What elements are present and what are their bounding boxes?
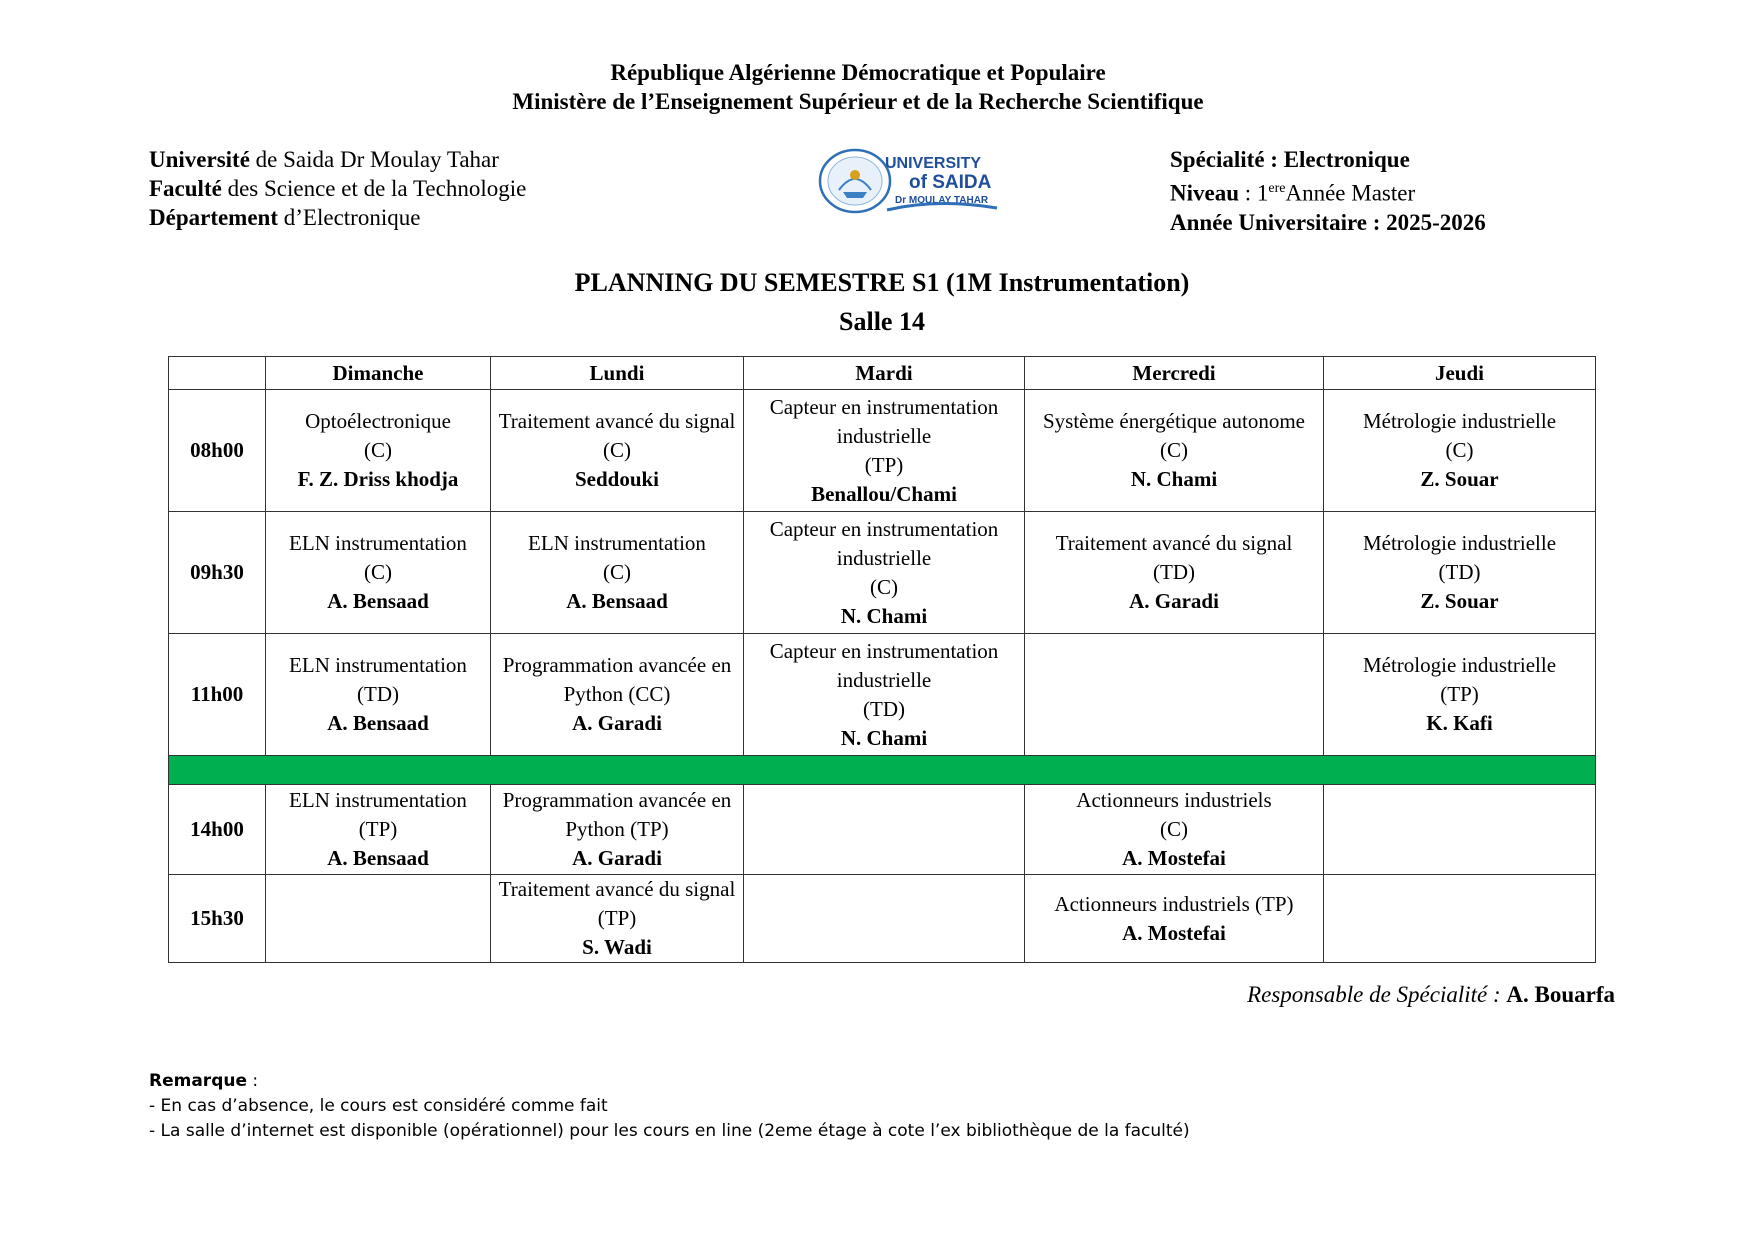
course-type: (C) — [1445, 438, 1474, 462]
course-type: (TP) — [358, 817, 398, 841]
professor-name: A. Mostefai — [1122, 846, 1226, 870]
professor-name: N. Chami — [840, 603, 928, 628]
level-sup: ere — [1268, 181, 1286, 196]
course-cell — [266, 875, 491, 963]
course-cell — [491, 512, 744, 634]
logo-line1: UNIVERSITY — [885, 155, 982, 172]
professor-name: S. Wadi — [582, 935, 652, 959]
professor-name: A. Bensaad — [566, 589, 668, 613]
faculty-value: des Science et de la Technologie — [221, 176, 527, 201]
schedule-header-row — [169, 357, 1596, 390]
course-cell — [1324, 512, 1596, 634]
remarks-title: Remarque — [149, 1071, 247, 1091]
speciality-value: : Electronique — [1264, 147, 1410, 172]
department-line — [149, 203, 526, 232]
course-name: Métrologie industrielle — [1362, 409, 1557, 433]
level-label: Niveau — [1170, 180, 1239, 206]
logo-line2: of SAIDA — [909, 172, 992, 193]
course-type: (TD) — [357, 682, 399, 706]
room-title: Salle 14 — [839, 307, 925, 336]
course-name: Système énergétique autonome (C) — [1042, 409, 1306, 462]
day-header: Dimanche — [266, 357, 491, 390]
course-cell — [1025, 875, 1324, 963]
professor-name: F. Z. Driss khodja — [297, 467, 459, 491]
speciality-line — [1170, 145, 1486, 174]
year-line — [1170, 208, 1486, 237]
professor-name: Benallou/Chami — [811, 481, 957, 506]
time-cell: 14h00 — [169, 785, 266, 875]
professor-name: N. Chami — [840, 725, 928, 750]
level-value-post: Année Master — [1285, 180, 1416, 206]
remarks-title-suffix: : — [247, 1071, 259, 1091]
logo-line3: Dr MOULAY TAHAR — [895, 195, 989, 206]
course-name: Optoélectronique — [305, 409, 451, 433]
professor-name: K. Kafi — [1426, 711, 1493, 735]
course-name: Capteur en instrumentation industrielle — [769, 516, 999, 570]
course-name: Traitement avancé du signal — [1055, 531, 1293, 555]
lunch-break-row — [169, 756, 1596, 785]
course-cell — [1025, 512, 1324, 634]
course-name: ELN instrumentation — [289, 788, 467, 812]
level-line — [1170, 174, 1486, 208]
course-type: (C) — [1160, 817, 1188, 841]
course-cell — [266, 785, 491, 875]
university-value: de Saida Dr Moulay Tahar — [249, 147, 499, 172]
day-header: Jeudi — [1324, 357, 1596, 390]
course-type: (TP) — [1440, 682, 1479, 706]
course-cell — [744, 512, 1025, 634]
course-type: (TD) — [1153, 560, 1195, 584]
professor-name: A. Garadi — [572, 846, 662, 870]
course-cell — [1324, 785, 1596, 875]
professor-name: Seddouki — [574, 467, 660, 491]
professor-name: A. Bensaad — [327, 846, 429, 870]
university-logo — [817, 148, 1007, 218]
university-label: Université — [149, 147, 250, 172]
course-type: (C) — [364, 438, 392, 462]
course-type: (TD) — [1438, 560, 1481, 584]
course-type: (TP) — [864, 452, 904, 477]
course-name: Programmation avancée en Python (CC) — [502, 653, 732, 706]
course-type: (C) — [364, 560, 392, 584]
course-name: Actionneurs industriels (TP) — [1054, 891, 1294, 916]
course-type: (TD) — [863, 696, 905, 721]
course-type: (C) — [603, 560, 631, 584]
university-line — [149, 145, 526, 174]
professor-name: A. Bensaad — [327, 711, 429, 735]
course-name: Métrologie industrielle — [1362, 531, 1557, 555]
day-header: Lundi — [491, 357, 744, 390]
responsible-label: Responsable de Spécialité : — [1247, 982, 1507, 1007]
course-name: Métrologie industrielle — [1362, 653, 1557, 677]
remarks-section — [149, 1069, 1190, 1144]
course-type: (C) — [603, 438, 631, 462]
ministry-header: Ministère de l’Enseignement Supérieur et de la Recherche Scientifique — [512, 89, 1204, 114]
faculty-label: Faculté — [149, 176, 222, 201]
course-cell — [744, 634, 1025, 756]
time-cell: 15h30 — [169, 875, 266, 963]
responsible-name: A. Bouarfa — [1506, 982, 1615, 1007]
professor-name: Z. Souar — [1420, 589, 1499, 613]
course-name: Programmation avancée en Python (TP) — [502, 788, 732, 841]
level-value-pre: : 1 — [1239, 180, 1269, 206]
course-cell — [266, 390, 491, 512]
course-cell — [744, 390, 1025, 512]
course-name: Traitement avancé du signal — [498, 409, 736, 433]
department-value: d’Electronique — [278, 205, 421, 230]
course-cell — [266, 634, 491, 756]
time-cell: 08h00 — [169, 390, 266, 512]
course-type: (C) — [870, 574, 898, 599]
institution-info — [149, 145, 526, 232]
course-cell — [491, 785, 744, 875]
professor-name: A. Mostefai — [1122, 920, 1226, 945]
course-name: Capteur en instrumentation industrielle — [769, 394, 999, 448]
course-cell — [1025, 785, 1324, 875]
course-name: ELN instrumentation — [528, 531, 706, 555]
day-header: Mercredi — [1025, 357, 1324, 390]
course-cell — [1025, 634, 1324, 756]
course-cell — [1324, 875, 1596, 963]
time-slot-row — [169, 512, 1596, 634]
time-cell: 11h00 — [169, 634, 266, 756]
time-slot-row — [169, 634, 1596, 756]
course-cell — [491, 634, 744, 756]
year-label: Année Universitaire : 2025-2026 — [1170, 209, 1486, 235]
professor-name: A. Garadi — [1129, 589, 1219, 613]
department-label: Département — [149, 205, 279, 230]
course-cell — [1324, 634, 1596, 756]
professor-name: A. Garadi — [572, 711, 662, 735]
professor-name: A. Bensaad — [327, 589, 429, 613]
time-slot-row — [169, 390, 1596, 512]
schedule-table — [168, 356, 1596, 963]
course-cell — [491, 390, 744, 512]
course-name: Actionneurs industriels — [1076, 788, 1272, 812]
faculty-line — [149, 174, 526, 203]
course-name: ELN instrumentation — [289, 653, 467, 677]
remark-item: - La salle d’internet est disponible (opérationnel) pour les cours en line (2eme étage à cote l’ex bibliothèque de la faculté) — [149, 1121, 1190, 1141]
time-cell: 09h30 — [169, 512, 266, 634]
speciality-info — [1170, 145, 1486, 237]
speciality-label: Spécialité — [1170, 147, 1265, 172]
corner-cell — [169, 357, 266, 390]
speciality-responsible — [1247, 982, 1615, 1008]
lunch-break-bar — [169, 756, 1596, 785]
professor-name: Z. Souar — [1420, 467, 1499, 491]
time-slot-row — [169, 875, 1596, 963]
course-cell — [744, 785, 1025, 875]
professor-name: N. Chami — [1130, 467, 1218, 491]
remarks-heading — [149, 1069, 1190, 1094]
remark-item: - En cas d’absence, le cours est considéré comme fait — [149, 1096, 608, 1116]
course-name: Capteur en instrumentation industrielle — [769, 638, 999, 692]
page-title: PLANNING DU SEMESTRE S1 (1M Instrumentation) — [574, 268, 1190, 297]
course-cell — [1324, 390, 1596, 512]
republic-header: République Algérienne Démocratique et Populaire — [610, 60, 1106, 85]
course-name: Traitement avancé du signal (TP) — [498, 877, 736, 930]
course-cell — [266, 512, 491, 634]
course-cell — [1025, 390, 1324, 512]
day-header: Mardi — [744, 357, 1025, 390]
course-cell — [491, 875, 744, 963]
course-name: ELN instrumentation — [289, 531, 467, 555]
time-slot-row — [169, 785, 1596, 875]
course-cell — [744, 875, 1025, 963]
